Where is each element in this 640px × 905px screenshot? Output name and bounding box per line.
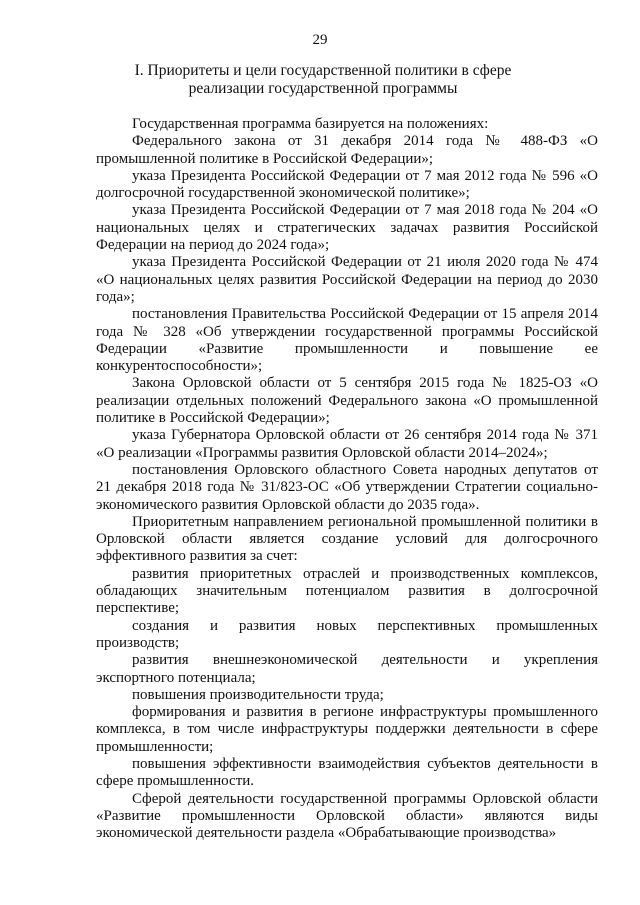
paragraph: повышения эффективности взаимодействия субъектов деятельности в сфере промышленности. bbox=[96, 755, 598, 790]
paragraph: повышения производительности труда; bbox=[132, 686, 384, 703]
section-heading: I. Приоритеты и цели государственной политики в сфере реализации государственной программы bbox=[134, 62, 512, 97]
paragraph: Закона Орловской области от 5 сентября 2015 года № 1825-ОЗ «О реализации отдельных положений Федерального закона «О промышленной политике в Российской Федерации»; bbox=[96, 375, 598, 427]
paragraph: развития приоритетных отраслей и производственных комплексов, обладающих значительным потенциалом развития в долгосрочной перспективе; bbox=[96, 565, 598, 617]
paragraph: указа Губернатора Орловской области от 26 сентября 2014 года № 371 «О реализации «Программы развития Орловской области 2014–2024»; bbox=[96, 427, 598, 461]
paragraph: Приоритетным направлением региональной промышленной политики в Орловской области является создание условий для долгосрочного эффективного развития за счет: bbox=[96, 513, 598, 565]
paragraph: Федерального закона от 31 декабря 2014 года № 488-ФЗ «О промышленной политике в Российской Федерации»; bbox=[96, 133, 598, 167]
paragraph: создания и развития новых перспективных промышленных производств; bbox=[96, 617, 598, 651]
page-number: 29 bbox=[312, 32, 328, 48]
paragraph: указа Президента Российской Федерации от 7 мая 2012 года № 596 «О долгосрочной государственной экономической политике»; bbox=[96, 167, 598, 202]
paragraph: постановления Орловского областного Совета народных депутатов от 21 декабря 2018 года № 31/823-ОС «Об утверждении Стратегии социально-экономического развития Орловской области до 2035 года». bbox=[96, 461, 598, 513]
body-text bbox=[96, 116, 598, 842]
paragraph: указа Президента Российской Федерации от 7 мая 2018 года № 204 «О национальных целях и стратегических задачах развития Российской Федерации на период до 2024 года»; bbox=[96, 202, 598, 254]
paragraph: Государственная программа базируется на положениях: bbox=[132, 116, 489, 132]
paragraph: указа Президента Российской Федерации от 21 июля 2020 года № 474 «О национальных целях развития Российской Федерации на период до 2030 года»; bbox=[96, 254, 598, 305]
paragraph: постановления Правительства Российской Федерации от 15 апреля 2014 года № 328 «Об утверждении государственной программы Российской Федерации «Развитие промышленности и повышение ее конкурентоспособности»; bbox=[96, 306, 598, 375]
paragraph: Сферой деятельности государственной программы Орловской области «Развитие промышленности Орловской области» являются виды экономической деятельности раздела «Обрабатывающие производства» bbox=[96, 790, 598, 842]
paragraph: формирования и развития в регионе инфраструктуры промышленного комплекса, в том числе инфраструктуры поддержки деятельности в сфере промышленности; bbox=[96, 704, 598, 755]
paragraph: развития внешнеэкономической деятельности и укрепления экспортного потенциала; bbox=[96, 652, 598, 686]
